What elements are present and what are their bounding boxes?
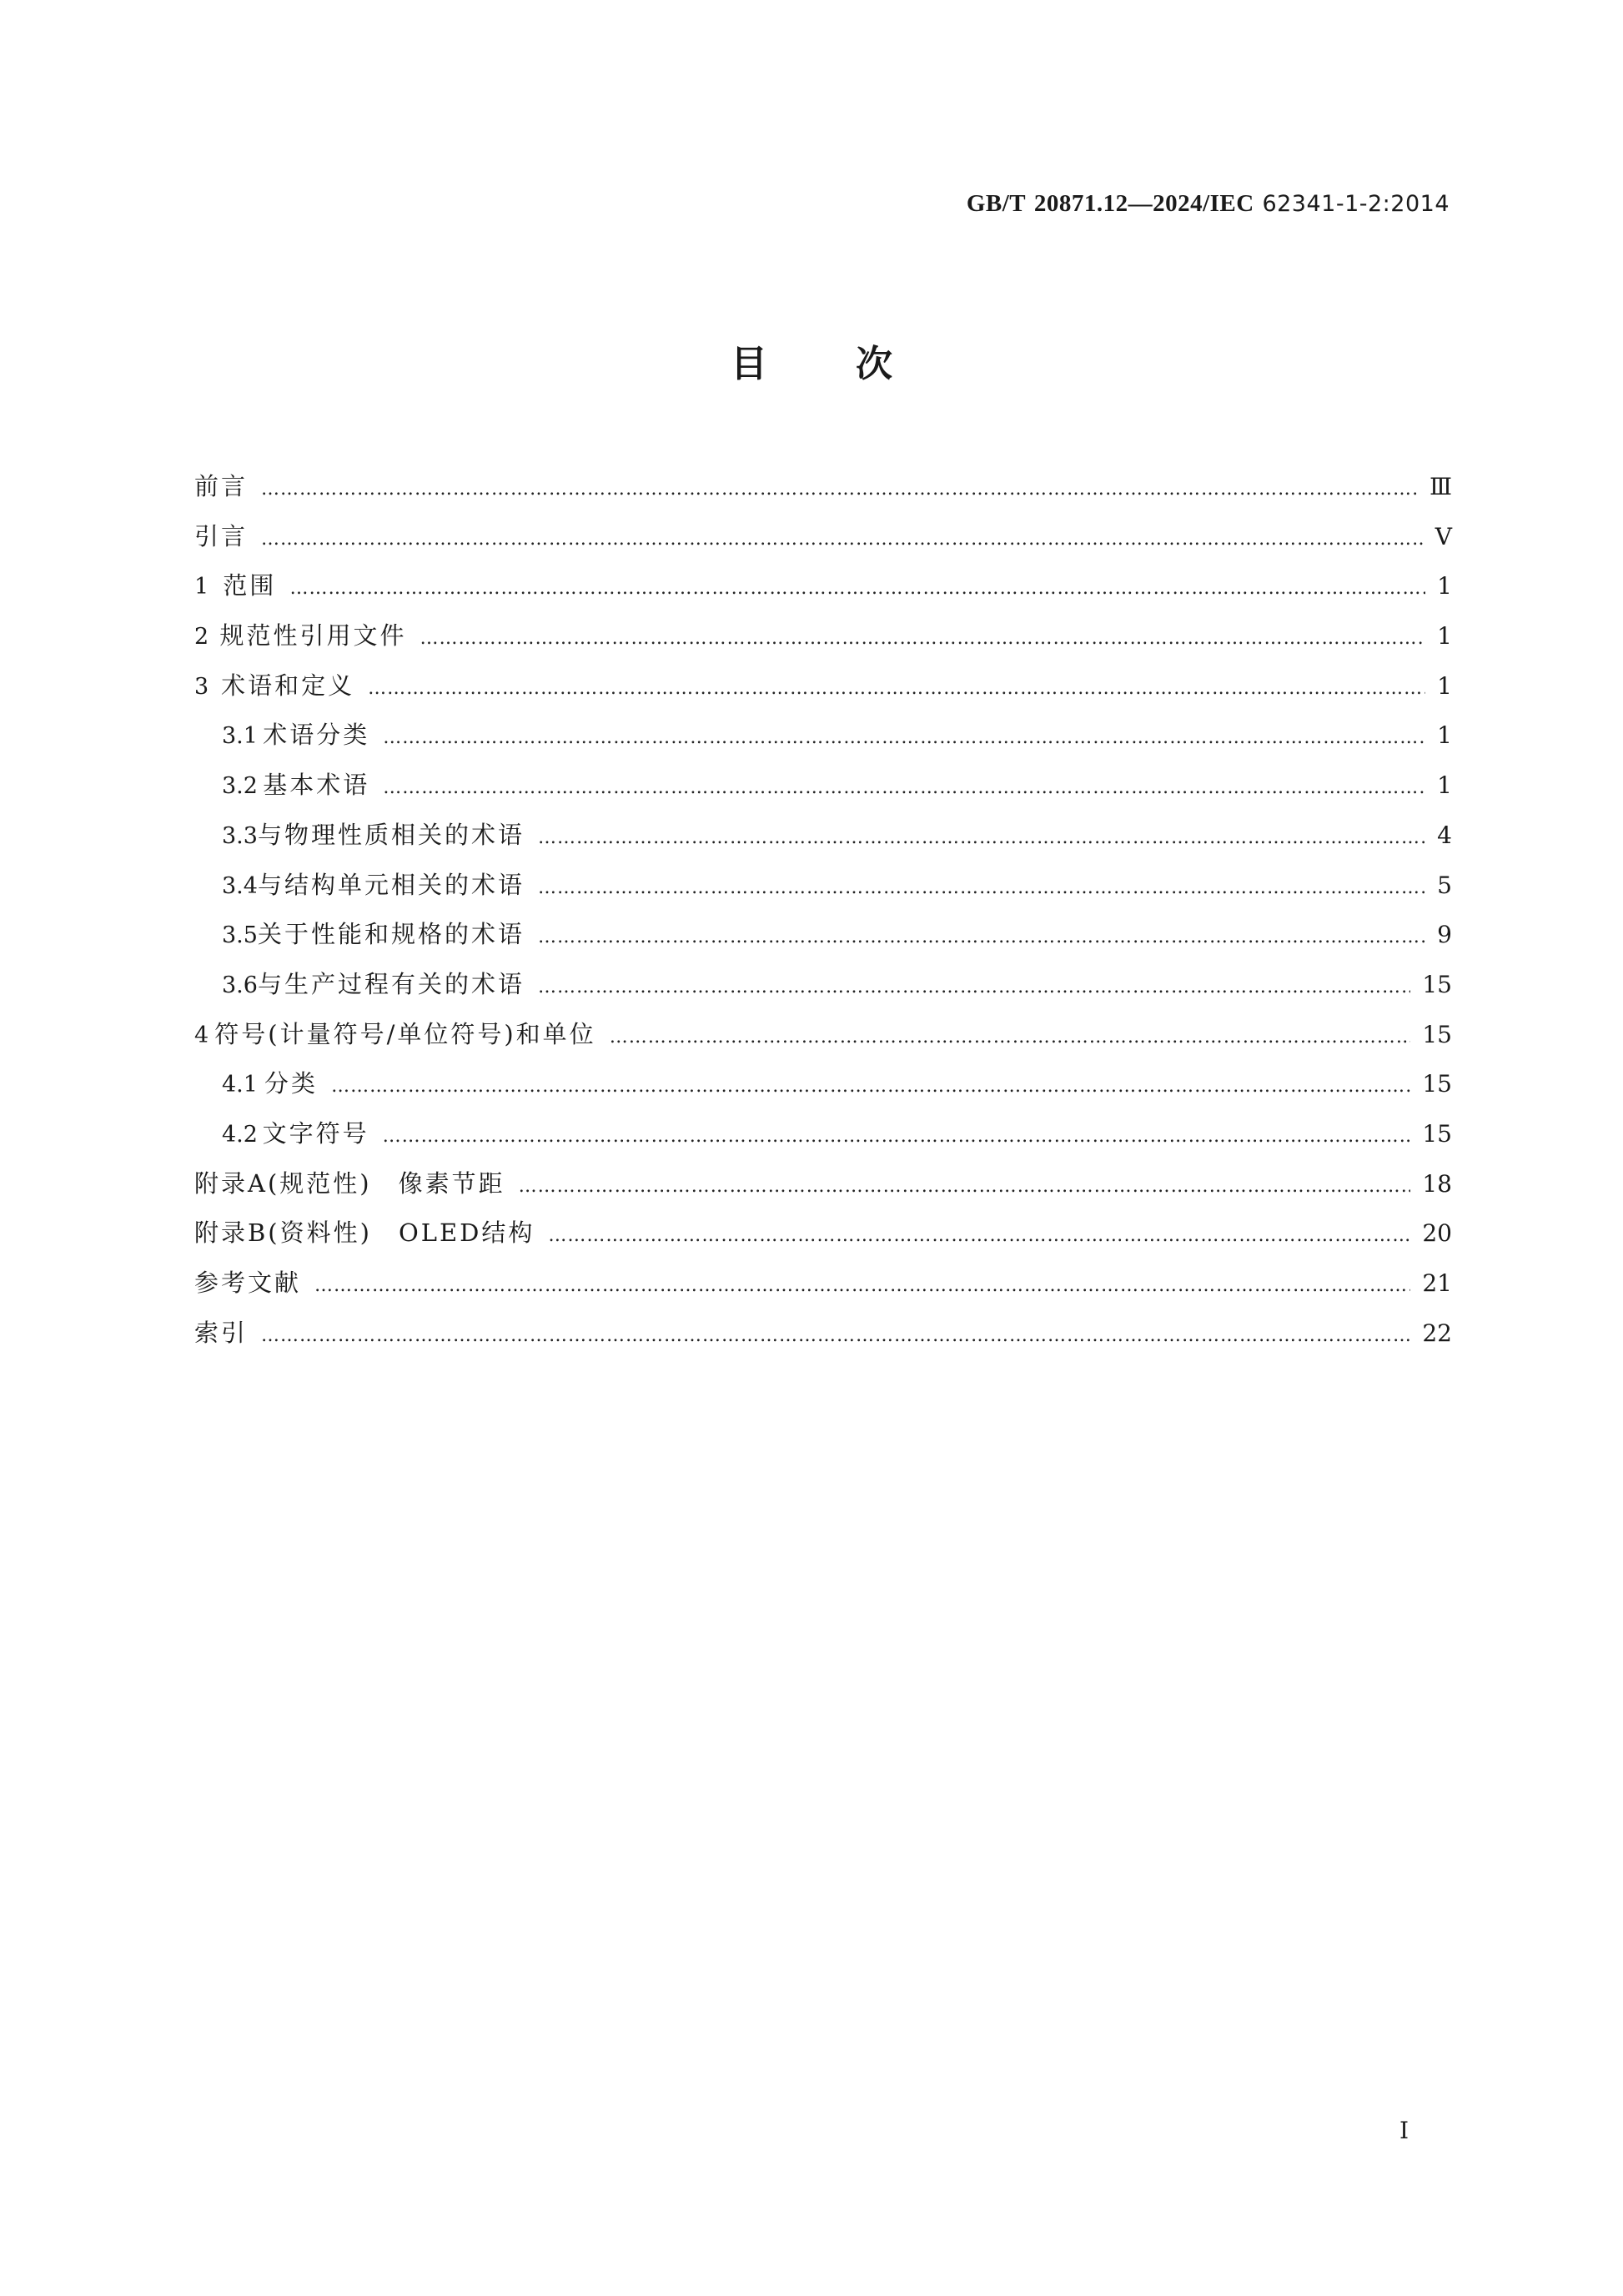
toc-leader-dots bbox=[368, 664, 1425, 714]
toc-entry[interactable] bbox=[194, 561, 1452, 611]
toc-leader-dots bbox=[383, 713, 1425, 763]
toc-entry-label: 分类 bbox=[264, 1069, 319, 1098]
toc-entry-number: 2 bbox=[194, 624, 209, 651]
toc-entry-page: 20 bbox=[1422, 1219, 1452, 1248]
toc-leader-dots bbox=[538, 912, 1425, 962]
toc-entry-page: Ⅲ bbox=[1429, 473, 1452, 500]
toc-entry[interactable] bbox=[194, 711, 1452, 761]
toc-leader-dots bbox=[538, 962, 1410, 1012]
toc-entry-label: 参考文献 bbox=[194, 1269, 302, 1297]
toc-entry[interactable] bbox=[194, 960, 1452, 1010]
toc-entry-label: 范围 bbox=[223, 571, 277, 600]
toc-leader-dots bbox=[519, 1162, 1411, 1212]
toc-entry-label: 与物理性质相关的术语 bbox=[257, 820, 525, 849]
toc-entry[interactable] bbox=[194, 1259, 1452, 1309]
toc-entry-page: 15 bbox=[1422, 970, 1452, 998]
toc-entry[interactable] bbox=[194, 1309, 1452, 1359]
toc-entry[interactable] bbox=[194, 1208, 1452, 1259]
toc-entry-page: 5 bbox=[1437, 871, 1452, 899]
toc-leader-dots bbox=[261, 465, 1418, 515]
toc-leader-dots bbox=[289, 564, 1425, 614]
toc-entry-page: 1 bbox=[1437, 572, 1452, 600]
toc-entry-page: 15 bbox=[1422, 1020, 1452, 1048]
standard-prefix: GB/T bbox=[966, 190, 1027, 217]
toc-entry[interactable] bbox=[194, 611, 1452, 661]
toc-entry-label: 与生产过程有关的术语 bbox=[257, 969, 525, 998]
toc-entry-page: 15 bbox=[1422, 1119, 1452, 1148]
toc-entry-number: 4.1 bbox=[222, 1072, 258, 1098]
toc-entry-number: 3 bbox=[194, 673, 209, 700]
toc-entry-label: 规范性引用文件 bbox=[219, 621, 407, 651]
toc-leader-dots bbox=[538, 863, 1425, 913]
toc-leader-dots bbox=[420, 614, 1426, 664]
toc-entry-label: 索引 bbox=[194, 1318, 249, 1347]
toc-entry-number: 3.4 bbox=[222, 872, 258, 899]
iec-number: 62341-1-2:2014 bbox=[1262, 191, 1450, 217]
toc-entry-page: 1 bbox=[1437, 622, 1452, 651]
toc-entry-label: 关于性能和规格的术语 bbox=[257, 920, 525, 949]
toc-entry-label: 文字符号 bbox=[262, 1118, 369, 1148]
toc-entry-page: 18 bbox=[1422, 1169, 1452, 1198]
document-header bbox=[967, 188, 1450, 218]
toc-entry[interactable] bbox=[194, 1109, 1452, 1159]
toc-entry-label: 与结构单元相关的术语 bbox=[257, 870, 525, 899]
toc-entry-page: 1 bbox=[1437, 771, 1452, 800]
toc-entry-number: 4.2 bbox=[222, 1121, 258, 1148]
toc-entry-number: 3.3 bbox=[222, 822, 258, 849]
toc-entry-page: Ⅴ bbox=[1435, 522, 1452, 550]
toc-entry-page: 4 bbox=[1437, 821, 1452, 849]
toc-leader-dots bbox=[383, 1112, 1411, 1162]
toc-leader-dots bbox=[610, 1012, 1411, 1063]
toc-entry-label: 引言 bbox=[194, 521, 249, 550]
toc-entry-page: 21 bbox=[1422, 1269, 1452, 1297]
toc-entry-number: 1 bbox=[194, 574, 209, 600]
toc-entry[interactable] bbox=[194, 910, 1452, 960]
page-number: Ⅰ bbox=[1399, 2117, 1409, 2144]
toc-entry-number: 4 bbox=[194, 1022, 209, 1048]
toc-entry-page: 15 bbox=[1422, 1070, 1452, 1098]
toc-entry-label: 术语和定义 bbox=[221, 671, 355, 700]
standard-number: 20871.12—2024/IEC bbox=[1033, 190, 1254, 217]
toc-leader-dots bbox=[261, 515, 1424, 565]
toc-leader-dots bbox=[314, 1261, 1410, 1311]
toc-leader-dots bbox=[331, 1062, 1410, 1112]
toc-leader-dots bbox=[383, 763, 1425, 813]
toc-leader-dots bbox=[548, 1211, 1410, 1261]
page-title: 目次 bbox=[731, 343, 981, 385]
toc-entry-number: 3.6 bbox=[222, 972, 258, 998]
toc-entry[interactable] bbox=[194, 1159, 1452, 1209]
toc-entry[interactable] bbox=[194, 1010, 1452, 1060]
toc-entry-number: 3.1 bbox=[222, 723, 258, 750]
toc-entry[interactable] bbox=[194, 1059, 1452, 1109]
toc-entry-label: 符号(计量符号/单位符号)和单位 bbox=[214, 1019, 596, 1048]
toc-entry[interactable] bbox=[194, 861, 1452, 911]
toc-entry-label: 前言 bbox=[194, 472, 249, 500]
toc-entry-page: 1 bbox=[1437, 671, 1452, 700]
toc-leader-dots bbox=[261, 1311, 1410, 1361]
toc-entry-page: 9 bbox=[1437, 921, 1452, 949]
toc-entry-label: 附录A(规范性) 像素节距 bbox=[194, 1168, 505, 1198]
toc-entry-label: 术语分类 bbox=[263, 721, 370, 750]
toc-entry-label: 基本术语 bbox=[263, 771, 370, 800]
toc-entry-label: 附录B(资料性) OLED结构 bbox=[194, 1218, 535, 1248]
toc-entry[interactable] bbox=[194, 761, 1452, 811]
toc-entry[interactable] bbox=[194, 811, 1452, 861]
table-of-contents bbox=[194, 462, 1452, 1358]
toc-entry-number: 3.5 bbox=[222, 922, 258, 949]
toc-entry[interactable] bbox=[194, 462, 1452, 512]
toc-entry-page: 22 bbox=[1422, 1319, 1452, 1347]
toc-leader-dots bbox=[538, 813, 1425, 863]
toc-entry[interactable] bbox=[194, 512, 1452, 562]
toc-entry-number: 3.2 bbox=[222, 773, 258, 800]
toc-entry[interactable] bbox=[194, 661, 1452, 711]
toc-entry-page: 1 bbox=[1437, 721, 1452, 750]
